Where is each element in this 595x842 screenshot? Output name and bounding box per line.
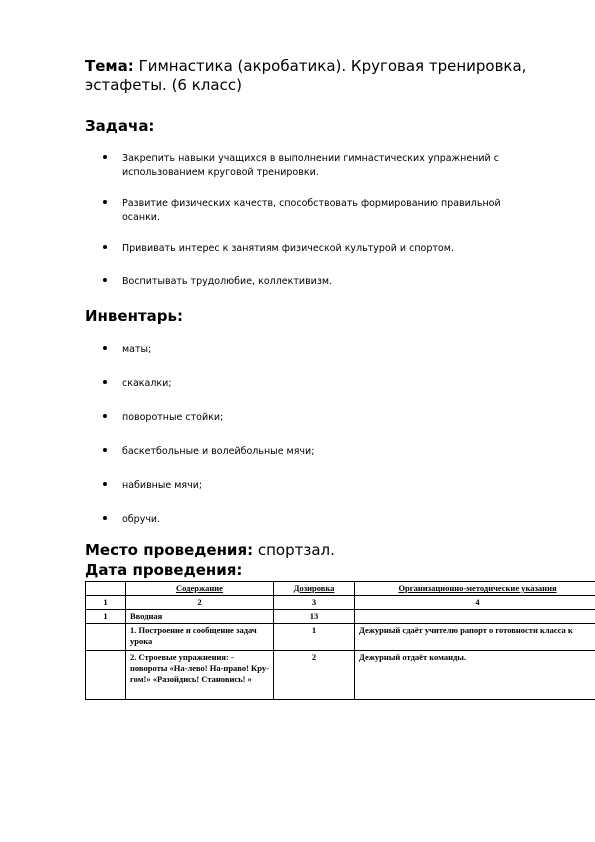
list-item: Воспитывать трудолюбие, коллективизм.: [85, 275, 525, 289]
bullet-icon: [103, 200, 107, 204]
tasks-list: [85, 152, 525, 289]
bullet-icon: [103, 380, 107, 384]
table-cell: [355, 610, 595, 624]
list-item: маты;: [85, 343, 525, 357]
table-row: [86, 624, 595, 651]
bullet-icon: [103, 278, 107, 282]
header-cell: [86, 582, 126, 596]
list-item: скакалки;: [85, 377, 525, 391]
table-row: [86, 610, 595, 624]
table-cell: 1: [274, 624, 355, 651]
list-item: обручи.: [85, 513, 525, 527]
lesson-table: [85, 581, 595, 700]
table-cell: 13: [274, 610, 355, 624]
bullet-icon: [103, 414, 107, 418]
date-label: Дата проведения:: [85, 561, 243, 579]
bullet-icon: [103, 346, 107, 350]
bullet-icon: [103, 245, 107, 249]
table-cell: [86, 651, 126, 700]
table-cell: 2. Строевые упражнения: - повороты «На-лево! На-право! Кру-гом!» «Разойдись! Становись! »: [126, 651, 274, 700]
tasks-heading: Задача:: [85, 117, 155, 135]
table-cell: Вводная: [126, 610, 274, 624]
table-cell: 1: [86, 596, 126, 610]
list-item: набивные мячи;: [85, 479, 525, 493]
table-row: [86, 651, 595, 700]
bullet-icon: [103, 516, 107, 520]
list-item: поворотные стойки;: [85, 411, 525, 425]
list-item: баскетбольные и волейбольные мячи;: [85, 445, 525, 459]
bullet-icon: [103, 155, 107, 159]
table-cell: 1. Построение и сообщение задач урока: [126, 624, 274, 651]
place-label: Место проведения:: [85, 541, 254, 559]
table-number-row: [86, 596, 595, 610]
table-cell: Дежурный сдаёт учителю рапорт о готовности класса к: [355, 624, 595, 651]
list-item: Закрепить навыки учащихся в выполнении гимнастических упражнений с использованием круговой тренировки.: [85, 152, 525, 180]
lesson-topic: [85, 57, 535, 95]
bullet-icon: [103, 482, 107, 486]
table-cell: Дежурный отдаёт команды.: [355, 651, 595, 700]
inventory-heading: Инвентарь:: [85, 307, 183, 325]
inventory-list: [85, 343, 525, 527]
header-cell: Содержание: [126, 582, 274, 596]
bullet-icon: [103, 448, 107, 452]
table-cell: 2: [274, 651, 355, 700]
list-item: Прививать интерес к занятиям физической культурой и спортом.: [85, 242, 525, 256]
topic-text: Гимнастика (акробатика). Круговая тренировка, эстафеты. (6 класс): [85, 57, 527, 94]
table-cell: [86, 624, 126, 651]
table-cell: 3: [274, 596, 355, 610]
table-cell: 2: [126, 596, 274, 610]
topic-label: Тема:: [85, 57, 134, 75]
place-line: [85, 541, 335, 560]
place-value: спортзал.: [257, 541, 335, 559]
header-cell: Организационно-методические указания: [355, 582, 595, 596]
date-line: [85, 561, 242, 580]
list-item: Развитие физических качеств, способствовать формированию правильной осанки.: [85, 197, 525, 225]
table-cell: 1: [86, 610, 126, 624]
table-cell: 4: [355, 596, 595, 610]
table-header-row: [86, 582, 595, 596]
header-cell: Дозировка: [274, 582, 355, 596]
